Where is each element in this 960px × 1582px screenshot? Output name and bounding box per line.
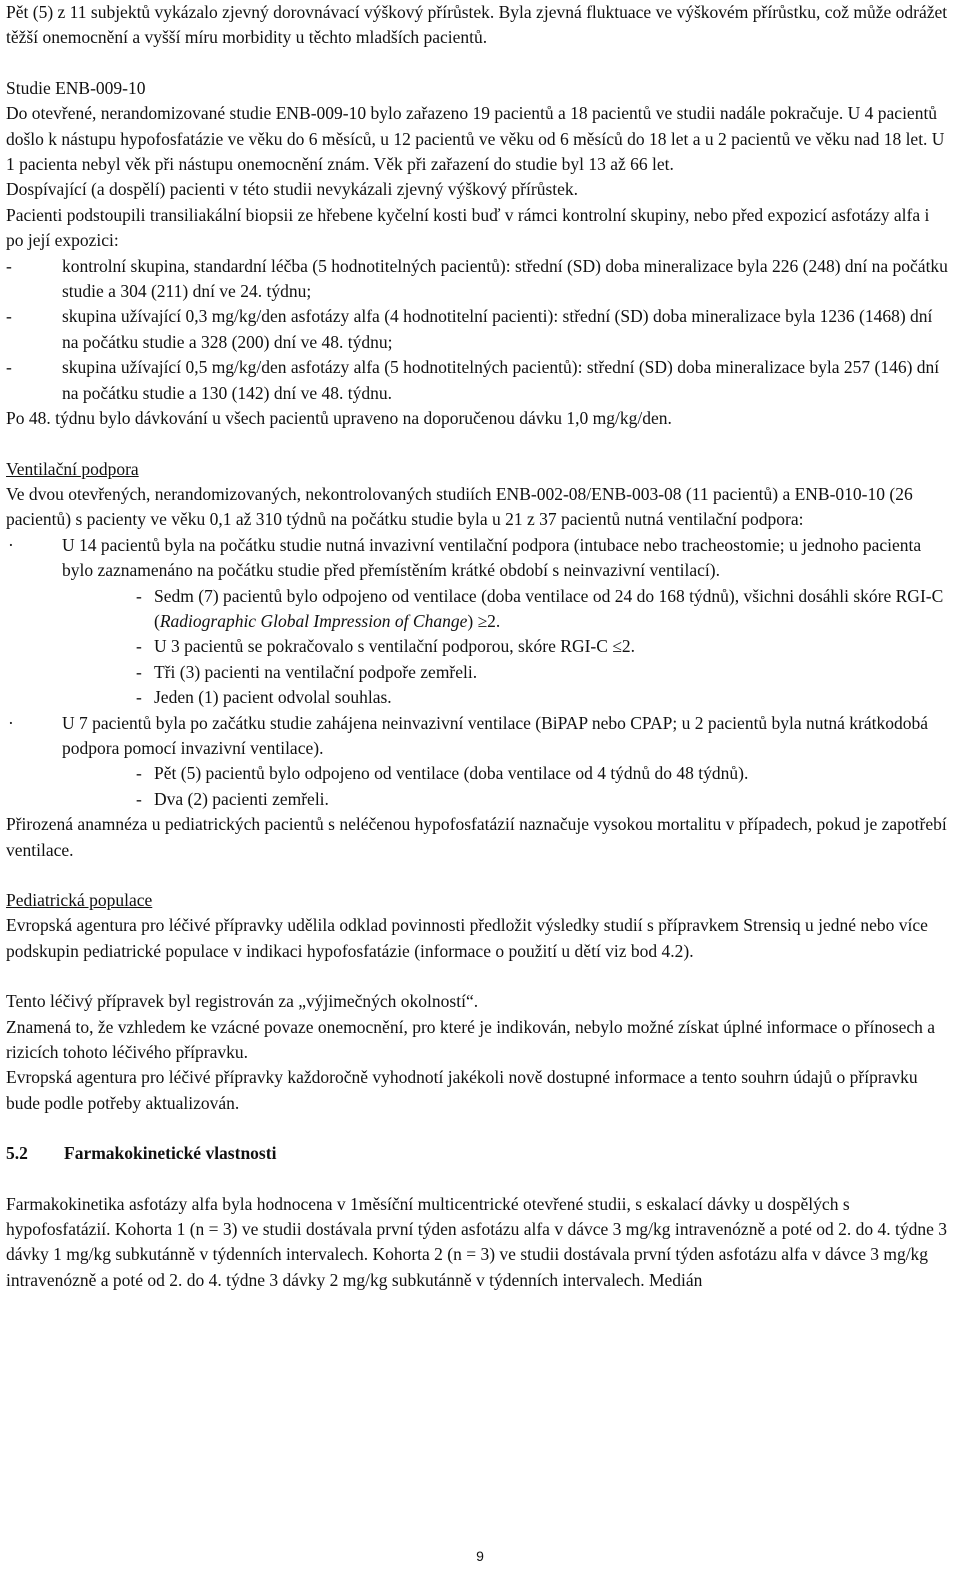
- registration-meaning-paragraph: Znamená to, že vzhledem ke vzácné povaze onemocnění, pro které je indikován, nebylo možné získat úplné informace o přínosech a rizicích tohoto léčivého přípravku.: [6, 1016, 936, 1063]
- intro-paragraph: Pět (5) z 11 subjektů vykázalo zjevný dorovnávací výškový přírůstek. Byla zjevná fluktuace ve výškovém přírůstku, což může odrážet těžší onemocnění a vyšší míru morbidity u těchto mladších pacientů.: [6, 2, 948, 48]
- sub-list-item: [6, 634, 950, 659]
- sub-list-item-text: Sedm (7) pacientů bylo odpojeno od ventilace (doba ventilace od 24 do 168 týdnů), všichni dosáhli skóre RGI-C (Radiographic Global Impression of Change) ≥2.: [154, 585, 944, 631]
- list-item-text: U 7 pacientů byla po začátku studie zahájena neinvazivní ventilace (BiPAP nebo CPAP; u 2 pacientů byla nutná krátkodobá podpora pomocí invazivní ventilace).: [62, 712, 929, 758]
- sub-list-item-text: U 3 pacientů se pokračovalo s ventilační podporou, skóre RGI-C ≤2.: [154, 636, 636, 657]
- adolescents-paragraph: Dospívající (a dospělí) pacienti v této studii nevykázali zjevný výškový přírůstek.: [6, 179, 579, 200]
- italic-term: Radiographic Global Impression of Change: [159, 610, 468, 631]
- list-item: [6, 355, 950, 406]
- list-item-text: skupina užívající 0,3 mg/kg/den asfotázy alfa (4 hodnotitelní pacienti): střední (SD) doba mineralizace byla 1236 (1468) dní na počátku studie a 328 (200) dní ve 48. týdnu;: [62, 306, 933, 352]
- list-item: [6, 254, 950, 305]
- sub-list-item: [6, 761, 950, 786]
- pediatric-paragraph: Evropská agentura pro léčivé přípravky udělila odklad povinnosti předložit výsledky studií s přípravkem Strensiq u jedné nebo více podskupin pediatrické populace v indikaci hypofosfatázie (informace o použití u dětí viz bod 4.2).: [6, 915, 928, 961]
- dash-marker: -: [6, 255, 12, 276]
- sub-list-item-text: Pět (5) pacientů bylo odpojeno od ventilace (doba ventilace od 4 týdnů do 48 týdnů).: [154, 763, 749, 784]
- list-item: [6, 711, 950, 762]
- study-enb009-title: Studie ENB-009-10: [6, 77, 146, 98]
- biopsy-paragraph: Pacienti podstoupili transiliakální biopsii ze hřebene kyčelní kosti buď v rámci kontrolní skupiny, nebo před expozicí asfotázy alfa i po její expozici:: [6, 204, 930, 251]
- dash-marker: -: [6, 306, 12, 327]
- list-item-text: kontrolní skupina, standardní léčba (5 hodnotitelných pacientů): střední (SD) doba mineralizace byla 226 (248) dní na počátku studie a 304 (211) dní ve 24. týdnu;: [62, 255, 948, 302]
- sub-list-item-text: Dva (2) pacienti zemřeli.: [154, 788, 329, 809]
- dosing-paragraph: Po 48. týdnu bylo dávkování u všech pacientů upraveno na doporučenou dávku 1,0 mg/kg/den.: [6, 408, 672, 429]
- sub-list-item-text: Jeden (1) pacient odvolal souhlas.: [154, 687, 392, 708]
- dash-marker: -: [136, 661, 142, 682]
- sub-list-item: [6, 685, 950, 710]
- sub-list-item: [6, 584, 950, 635]
- study-enb009-paragraph: Do otevřené, nerandomizované studie ENB-009-10 bylo zařazeno 19 pacientů a 18 pacientů ve studii nadále pokračuje. U 4 pacientů došlo k nástupu hypofosfatázie ve věku do 6 měsíců, u 12 pacientů ve věku od 6 měsíců do 18 let a u 2 pacientů ve věku nad 18 let. U 1 pacienta nebyl věk při nástupu onemocnění znám. Věk při zařazení do studie byl 13 až 66 let.: [6, 103, 945, 175]
- sub-list-item: [6, 660, 950, 685]
- list-item-text: skupina užívající 0,5 mg/kg/den asfotázy alfa (5 hodnotitelných pacientů): střední (SD) doba mineralizace byla 257 (146) dní na počátku studie a 130 (142) dní ve 48. týdnu.: [62, 357, 940, 403]
- registration-paragraph: Tento léčivý přípravek byl registrován za „výjimečných okolností“.: [6, 991, 479, 1012]
- ventilation-paragraph: Ve dvou otevřených, nerandomizovaných, nekontrolovaných studiích ENB-002-08/ENB-003-08 (11 pacientů) a ENB-010-10 (26 pacientů) s pacienty ve věku 0,1 až 310 týdnů na počátku studie byla u 21 z 37 pacientů nutná ventilační podpora:: [6, 483, 913, 530]
- page-number: 9: [476, 1548, 484, 1564]
- bullet-marker: ·: [8, 534, 14, 555]
- section-title: Farmakokinetické vlastnosti: [64, 1143, 277, 1164]
- dash-marker: -: [136, 636, 142, 657]
- pharmacokinetics-paragraph: Farmakokinetika asfotázy alfa byla hodnocena v 1měsíční multicentrické otevřené studii, s eskalací dávky u dospělých s hypofosfatázií. Kohorta 1 (n = 3) ve studii dostávala první týden asfotázu alfa v dávce 3 mg/kg intravenózně a poté od 2. do 4. týdne 3 dávky 1 mg/kg subkutánně v týdenních intervalech. Kohorta 2 (n = 3) ve studii dostávala první týden asfotázu alfa v dávce 3 mg/kg intravenózně a poté od 2. do 4. týdne 3 dávky 2 mg/kg subkutánně v týdenních intervalech. Medián: [6, 1193, 947, 1290]
- section-heading: [6, 1141, 950, 1166]
- pediatric-title: Pediatrická populace: [6, 890, 153, 910]
- dash-marker: -: [136, 687, 142, 708]
- dash-marker: -: [136, 585, 142, 606]
- sub-list-item: [6, 787, 950, 812]
- document-page: [6, 0, 950, 1293]
- list-item: [6, 304, 950, 355]
- sub-list-item-text: Tři (3) pacienti na ventilační podpoře zemřeli.: [154, 661, 478, 682]
- list-item-text: U 14 pacientů byla na počátku studie nutná invazivní ventilační podpora (intubace nebo tracheostomie; u jednoho pacienta bylo zaznamenáno na počátku studie před přemístěním krátké období s neinvazivní ventilací).: [62, 534, 922, 581]
- list-item: [6, 533, 950, 584]
- dash-marker: -: [136, 763, 142, 784]
- bullet-marker: ·: [8, 712, 14, 733]
- dash-marker: -: [136, 788, 142, 809]
- registration-review-paragraph: Evropská agentura pro léčivé přípravky každoročně vyhodnotí jakékoli nově dostupné informace a tento souhrn údajů o přípravku bude podle potřeby aktualizován.: [6, 1067, 918, 1113]
- ventilation-title: Ventilační podpora: [6, 458, 139, 479]
- dash-marker: -: [6, 357, 12, 378]
- section-number: 5.2: [6, 1143, 28, 1164]
- natural-history-paragraph: Přirozená anamnéza u pediatrických pacientů s neléčenou hypofosfatázií naznačuje vysokou mortalitu v případech, pokud je zapotřebí ventilace.: [6, 814, 947, 860]
